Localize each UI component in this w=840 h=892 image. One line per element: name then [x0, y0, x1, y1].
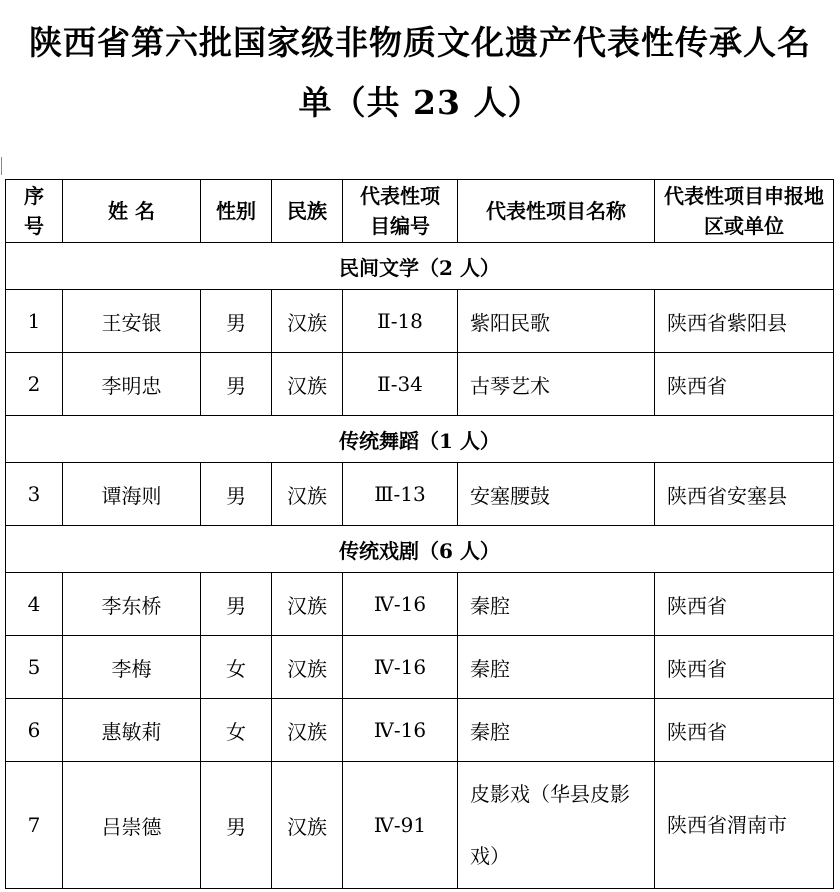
section-title: 传统戏剧（6 人） — [6, 526, 834, 573]
cell-region: 陕西省 — [655, 573, 834, 636]
cell-name: 谭海则 — [63, 463, 201, 526]
table-row — [6, 636, 834, 699]
cell-ethnicity: 汉族 — [272, 573, 343, 636]
cell-code: Ⅳ-16 — [343, 699, 458, 762]
cell-project: 安塞腰鼓 — [458, 463, 655, 526]
cell-region: 陕西省渭南市 — [655, 762, 834, 889]
cell-gender: 男 — [201, 290, 272, 353]
cell-name: 李梅 — [63, 636, 201, 699]
table-row — [6, 699, 834, 762]
cell-region: 陕西省 — [655, 699, 834, 762]
cell-ethnicity: 汉族 — [272, 762, 343, 889]
cell-name: 王安银 — [63, 290, 201, 353]
cell-no: 5 — [6, 636, 63, 699]
cell-no: 1 — [6, 290, 63, 353]
cell-code: Ⅱ-34 — [343, 353, 458, 416]
cell-region: 陕西省紫阳县 — [655, 290, 834, 353]
cell-name: 吕崇德 — [63, 762, 201, 889]
cell-code: Ⅱ-18 — [343, 290, 458, 353]
cell-ethnicity: 汉族 — [272, 463, 343, 526]
cell-project: 紫阳民歌 — [458, 290, 655, 353]
cell-region: 陕西省 — [655, 353, 834, 416]
section-title: 传统舞蹈（1 人） — [6, 416, 834, 463]
cell-project: 秦腔 — [458, 699, 655, 762]
section-row — [6, 416, 834, 463]
document-title-line-2: 单（共 23 人） — [298, 83, 542, 122]
cell-no: 2 — [6, 353, 63, 416]
cell-project: 古琴艺术 — [458, 353, 655, 416]
table-row — [6, 573, 834, 636]
header-project: 代表性项目名称 — [458, 180, 655, 243]
cell-region: 陕西省安塞县 — [655, 463, 834, 526]
cell-project: 秦腔 — [458, 573, 655, 636]
section-title: 民间文学（2 人） — [6, 243, 834, 290]
cell-code: Ⅳ-91 — [343, 762, 458, 889]
cell-ethnicity: 汉族 — [272, 290, 343, 353]
table-row — [6, 353, 834, 416]
document-title-line-1: 陕西省第六批国家级非物质文化遗产代表性传承人名 — [29, 23, 811, 62]
text-cursor — [1, 157, 2, 175]
header-region: 代表性项目申报地区或单位 — [655, 180, 834, 243]
cell-gender: 女 — [201, 699, 272, 762]
cell-region: 陕西省 — [655, 636, 834, 699]
header-row — [6, 180, 834, 243]
table-row — [6, 762, 834, 889]
cell-project: 皮影戏（华县皮影戏） — [458, 762, 655, 889]
cell-code: Ⅲ-13 — [343, 463, 458, 526]
cell-name: 李东桥 — [63, 573, 201, 636]
table-row — [6, 463, 834, 526]
header-ethnicity: 民族 — [272, 180, 343, 243]
cell-gender: 男 — [201, 762, 272, 889]
cell-name: 李明忠 — [63, 353, 201, 416]
cell-ethnicity: 汉族 — [272, 699, 343, 762]
cell-gender: 女 — [201, 636, 272, 699]
header-name: 姓 名 — [63, 180, 201, 243]
header-no: 序号 — [6, 180, 63, 243]
cell-project: 秦腔 — [458, 636, 655, 699]
cell-code: Ⅳ-16 — [343, 636, 458, 699]
cell-no: 4 — [6, 573, 63, 636]
cell-gender: 男 — [201, 573, 272, 636]
cell-ethnicity: 汉族 — [272, 353, 343, 416]
cell-no: 7 — [6, 762, 63, 889]
section-row — [6, 526, 834, 573]
header-code: 代表性项目编号 — [343, 180, 458, 243]
section-row — [6, 243, 834, 290]
cell-code: Ⅳ-16 — [343, 573, 458, 636]
cell-no: 6 — [6, 699, 63, 762]
cell-gender: 男 — [201, 353, 272, 416]
table-row — [6, 290, 834, 353]
cell-no: 3 — [6, 463, 63, 526]
inheritors-table — [5, 179, 834, 889]
cell-ethnicity: 汉族 — [272, 636, 343, 699]
cell-gender: 男 — [201, 463, 272, 526]
cell-name: 惠敏莉 — [63, 699, 201, 762]
header-gender: 性别 — [201, 180, 272, 243]
